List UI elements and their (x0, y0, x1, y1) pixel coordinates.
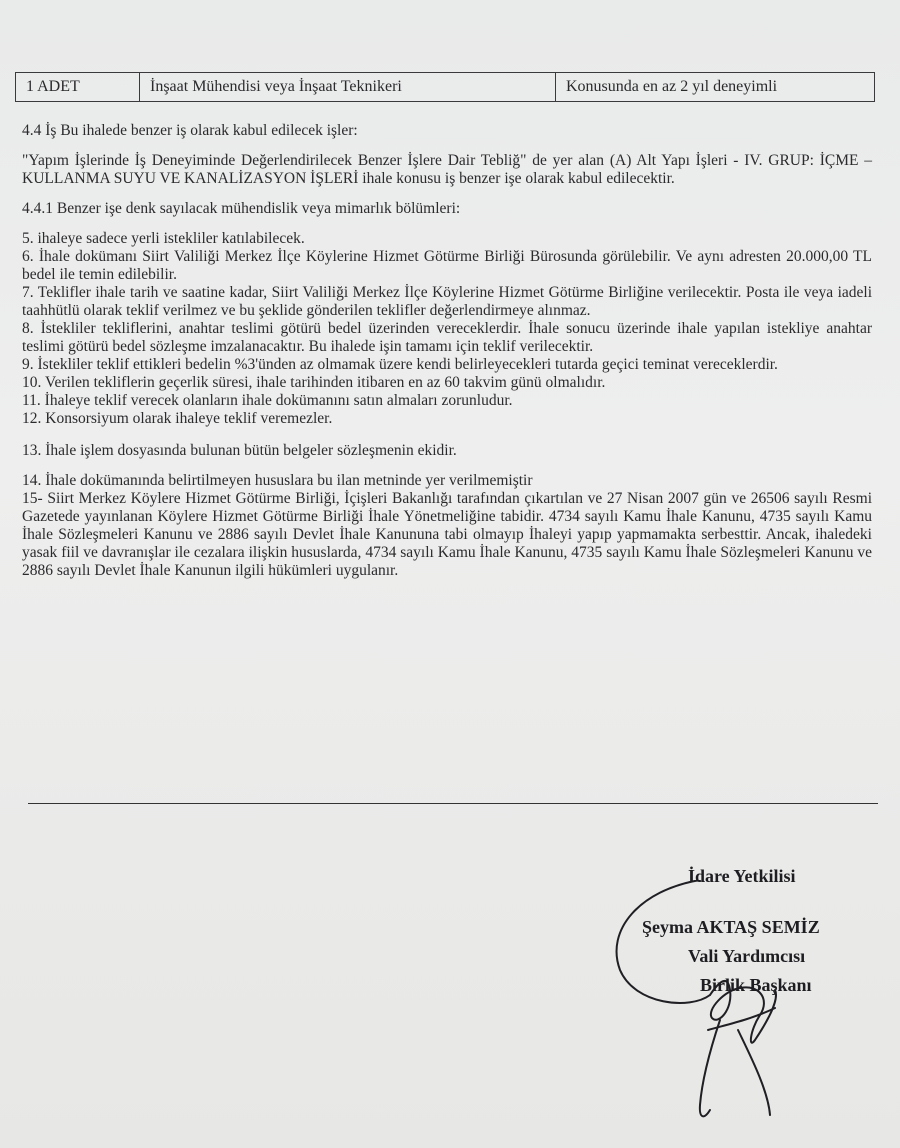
section-6: 6. İhale dokümanı Siirt Valiliği Merkez İlçe Köylerine Hizmet Götürme Birliği Bürosunda görülebilir. Ve aynı adresten 20.000,00 TL bedel ile temin edilebilir. (22, 248, 872, 283)
section-11: 11. İhaleye teklif verecek olanların ihale dokümanını satın almaları zorunludur. (22, 392, 513, 409)
authority-label: İdare Yetkilisi (688, 866, 796, 886)
section-8: 8. İstekliler tekliflerini, anahtar teslimi götürü bedel üzerinden vereceklerdir. İhale sonucu üzerinde ihale yapılan istekliye anahtar teslimi götürü bedel sözleşme imzalanacaktır. Bu ihalede işin tamamı için teklif verilecektir. (22, 320, 872, 355)
table-cell-count: 1 ADET (16, 73, 140, 101)
table-cell-experience: Konusunda en az 2 yıl deneyimli (566, 78, 778, 95)
section-5: 5. ihaleye sadece yerli istekliler katılabilecek. (22, 230, 305, 247)
signatory-role: Birlik Başkanı (700, 975, 812, 995)
section-12: 12. Konsorsiyum olarak ihaleye teklif veremezler. (22, 410, 333, 427)
section-4-4-text: "Yapım İşlerinde İş Deneyiminde Değerlendirilecek Benzer İşlere Dair Tebliğ" de yer alan (A) Alt Yapı İşleri - IV. GRUP: İÇME –KULLANMA SUYU VE KANALİZASYON İŞLERİ ihale konusu iş benzer işe olarak kabul edilecektir. (22, 152, 872, 187)
signatory-name: Şeyma AKTAŞ SEMİZ (642, 917, 820, 937)
personnel-requirement-table (15, 72, 875, 102)
signatory-title: Vali Yardımcısı (688, 946, 806, 966)
section-4-4-heading: 4.4 İş Bu ihalede benzer iş olarak kabul edilecek işler: (22, 122, 358, 139)
section-15: 15- Siirt Merkez Köylere Hizmet Götürme Birliği, İçişleri Bakanlığı tarafından çıkartılan ve 27 Nisan 2007 gün ve 26506 sayılı Resmi Gazetede yayınlanan Köylere Hizmet Götürme Birliği İhale Yönetmeliğine tabidir. 4734 sayılı Kamu İhale Kanunu, 4735 sayılı Kamu İhale Sözleşmeleri Kanunu ve 2886 sayılı Devlet İhale Kanununa tabi olmayıp İhaleyi yapıp yapmamakta serbesttir. Ancak, ihaledeki yasak fiil ve davranışlar ile cezalara ilişkin hususlarda, 4734 sayılı Kamu İhale Kanunu, 4735 sayılı Kamu İhale Sözleşmeleri Kanunu ve 2886 sayılı Devlet İhale Kanunun ilgili hükümleri uygulanır. (22, 490, 872, 579)
section-7: 7. Teklifler ihale tarih ve saatine kadar, Siirt Valiliği Merkez İlçe Köylerine Hizmet Götürme Birliğine verilecektir. Posta ile veya iadeli taahhütlü olarak teklif verilmez ve bu şeklide gönderilen teklifler değerlendirmeye alınmaz. (22, 284, 872, 319)
signature-block (600, 862, 890, 1000)
divider-line (28, 803, 878, 804)
table-cell-role: İnşaat Mühendisi veya İnşaat Teknikeri (140, 73, 556, 101)
section-13: 13. İhale işlem dosyasında bulunan bütün belgeler sözleşmenin ekidir. (22, 442, 457, 459)
section-14: 14. İhale dokümanında belirtilmeyen hususlara bu ilan metninde yer verilmemiştir (22, 472, 533, 489)
section-4-4-1: 4.4.1 Benzer işe denk sayılacak mühendislik veya mimarlık bölümleri: (22, 200, 461, 217)
section-9: 9. İstekliler teklif ettikleri bedelin %3'ünden az olmamak üzere kendi belirleyecekleri tutarda geçici teminat vereceklerdir. (22, 356, 778, 373)
section-10: 10. Verilen tekliflerin geçerlik süresi, ihale tarihinden itibaren en az 60 takvim günü olmalıdır. (22, 374, 606, 391)
tender-body-text (22, 122, 872, 580)
